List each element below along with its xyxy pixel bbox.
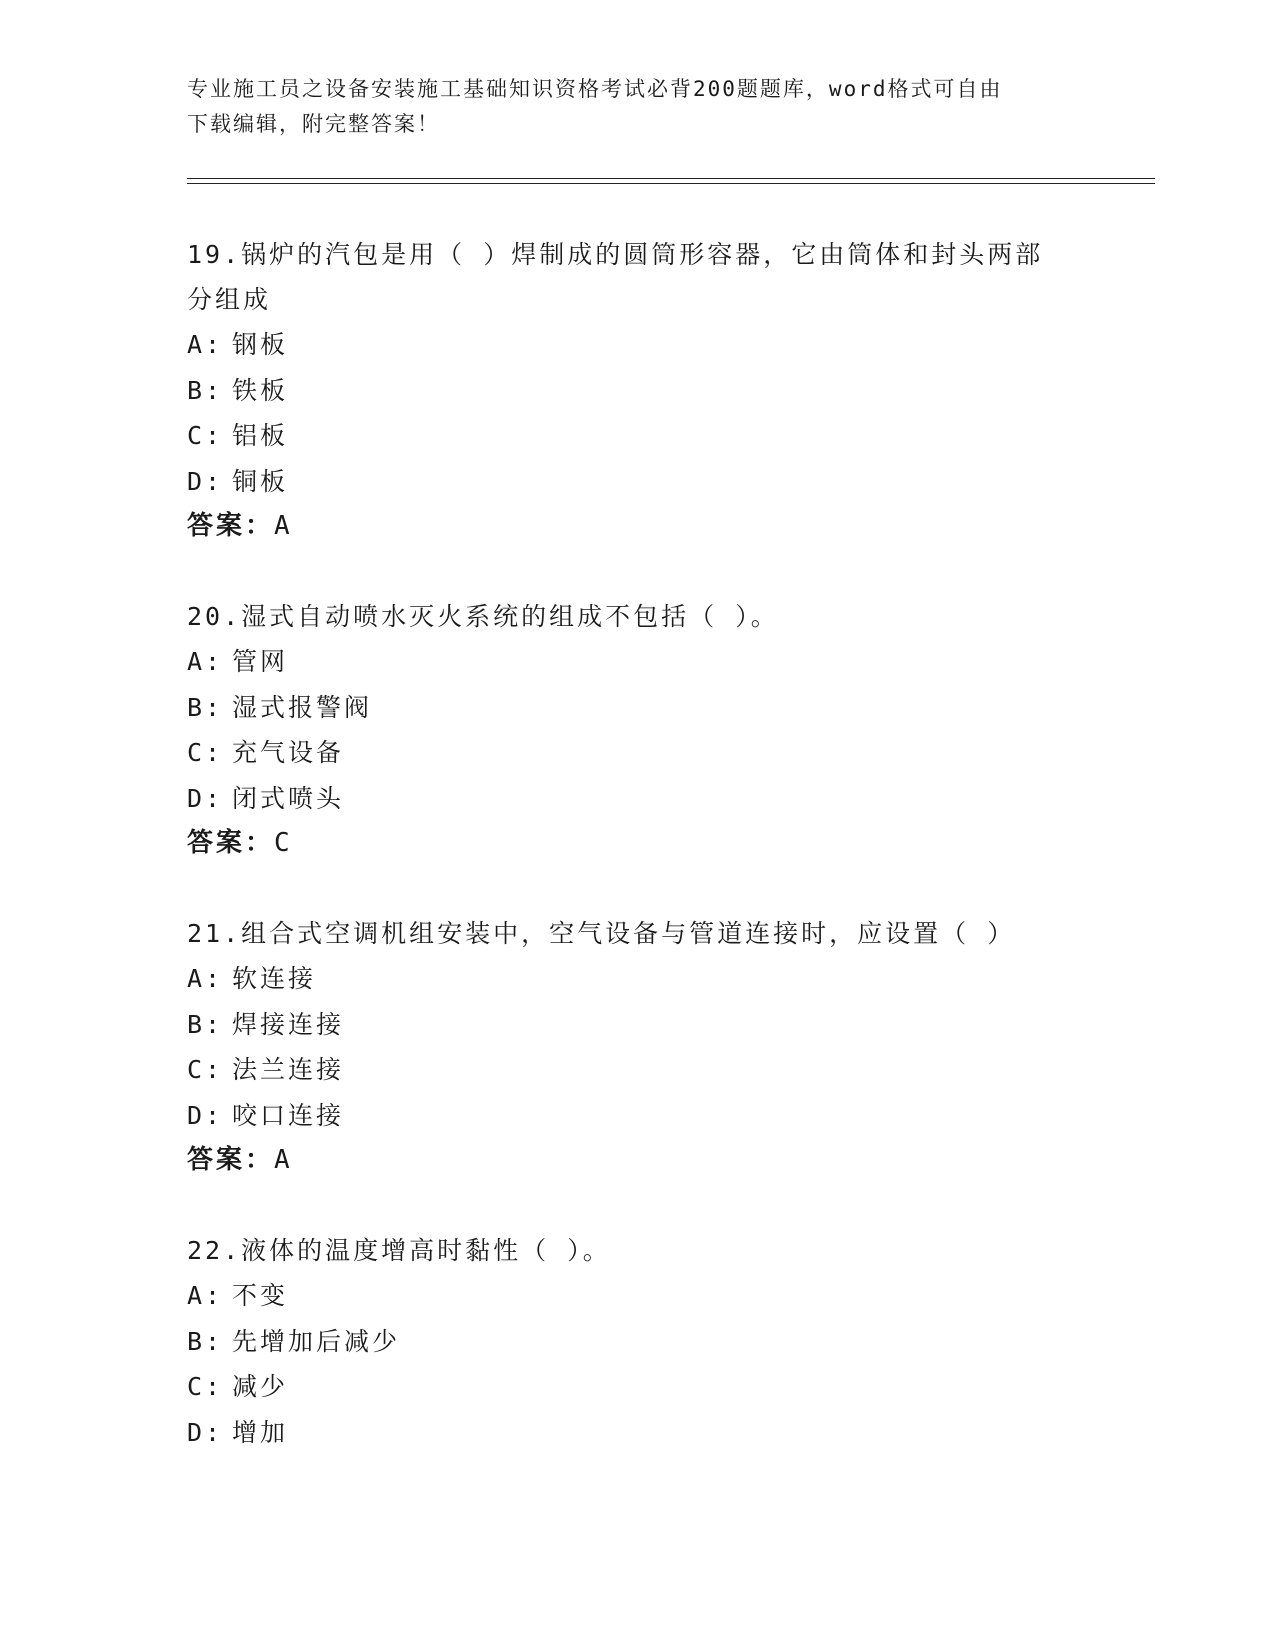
option-text: 不变 — [232, 1281, 289, 1310]
option-text: 咬口连接 — [232, 1100, 345, 1130]
question-20 — [187, 594, 1067, 866]
answer-line — [187, 504, 1067, 549]
option-c — [187, 413, 1067, 459]
option-text: 铝板 — [232, 421, 289, 450]
option-text: 焊接连接 — [232, 1009, 345, 1039]
option-d — [187, 1410, 1067, 1456]
option-text: 管网 — [232, 647, 289, 676]
option-c — [187, 730, 1067, 776]
answer-label: 答案： — [187, 511, 275, 541]
header-line-2: 下载编辑，附完整答案！ — [187, 112, 440, 136]
question-19 — [187, 232, 1067, 549]
option-key: A: — [187, 647, 224, 676]
header-divider-top — [187, 178, 1155, 179]
option-key: D: — [187, 1417, 224, 1447]
answer-label: 答案： — [187, 1145, 275, 1175]
question-stem-line: 20.湿式自动喷水灭火系统的组成不包括（ ）。 — [187, 602, 779, 631]
option-key: D: — [187, 783, 224, 813]
option-b — [187, 1002, 1067, 1048]
option-b — [187, 1319, 1067, 1365]
answer-value: A — [274, 1145, 293, 1175]
option-key: D: — [187, 466, 224, 496]
option-text: 减少 — [232, 1372, 289, 1401]
answer-label: 答案： — [187, 828, 275, 858]
question-stem — [187, 911, 1067, 956]
option-key: A: — [187, 1281, 224, 1310]
option-text: 法兰连接 — [232, 1055, 345, 1084]
option-c — [187, 1364, 1067, 1410]
question-stem — [187, 1228, 1067, 1273]
option-key: A: — [187, 330, 224, 359]
option-key: B: — [187, 375, 224, 405]
question-stem-line: 22.液体的温度增高时黏性（ ）。 — [187, 1236, 611, 1265]
document-header — [187, 72, 1087, 142]
option-a — [187, 956, 1067, 1002]
option-text: 闭式喷头 — [232, 783, 345, 813]
option-a — [187, 322, 1067, 368]
option-key: A: — [187, 964, 224, 993]
question-stem — [187, 594, 1067, 639]
answer-value: A — [274, 511, 293, 541]
answer-line — [187, 821, 1067, 866]
question-22 — [187, 1228, 1067, 1455]
option-a — [187, 1273, 1067, 1319]
option-key: C: — [187, 1055, 224, 1084]
option-key: C: — [187, 1372, 224, 1401]
option-key: B: — [187, 1326, 224, 1356]
question-stem — [187, 232, 1067, 322]
question-list — [187, 232, 1067, 1500]
option-text: 钢板 — [232, 330, 289, 359]
question-stem-line: 21.组合式空调机组安装中，空气设备与管道连接时，应设置（ ） — [187, 919, 1016, 948]
option-a — [187, 639, 1067, 685]
option-text: 铁板 — [232, 375, 289, 405]
option-b — [187, 368, 1067, 414]
option-key: D: — [187, 1100, 224, 1130]
option-key: C: — [187, 421, 224, 450]
option-d — [187, 776, 1067, 822]
option-d — [187, 459, 1067, 505]
option-text: 湿式报警阀 — [232, 692, 373, 722]
option-key: C: — [187, 738, 224, 767]
question-stem-line: 分组成 — [187, 285, 272, 314]
answer-value: C — [274, 828, 293, 858]
option-text: 铜板 — [232, 466, 289, 496]
option-b — [187, 685, 1067, 731]
option-text: 先增加后减少 — [232, 1326, 401, 1356]
option-key: B: — [187, 1009, 224, 1039]
option-text: 增加 — [232, 1417, 289, 1447]
question-21 — [187, 911, 1067, 1183]
header-line-1: 专业施工员之设备安装施工基础知识资格考试必背200题题库，word格式可自由 — [187, 77, 1003, 101]
header-divider-bottom — [187, 183, 1155, 184]
answer-line — [187, 1138, 1067, 1183]
option-c — [187, 1047, 1067, 1093]
option-key: B: — [187, 692, 224, 722]
option-d — [187, 1093, 1067, 1139]
option-text: 软连接 — [232, 964, 317, 993]
option-text: 充气设备 — [232, 738, 345, 767]
question-stem-line: 19.锅炉的汽包是用（ ）焊制成的圆筒形容器，它由筒体和封头两部 — [187, 240, 1044, 269]
